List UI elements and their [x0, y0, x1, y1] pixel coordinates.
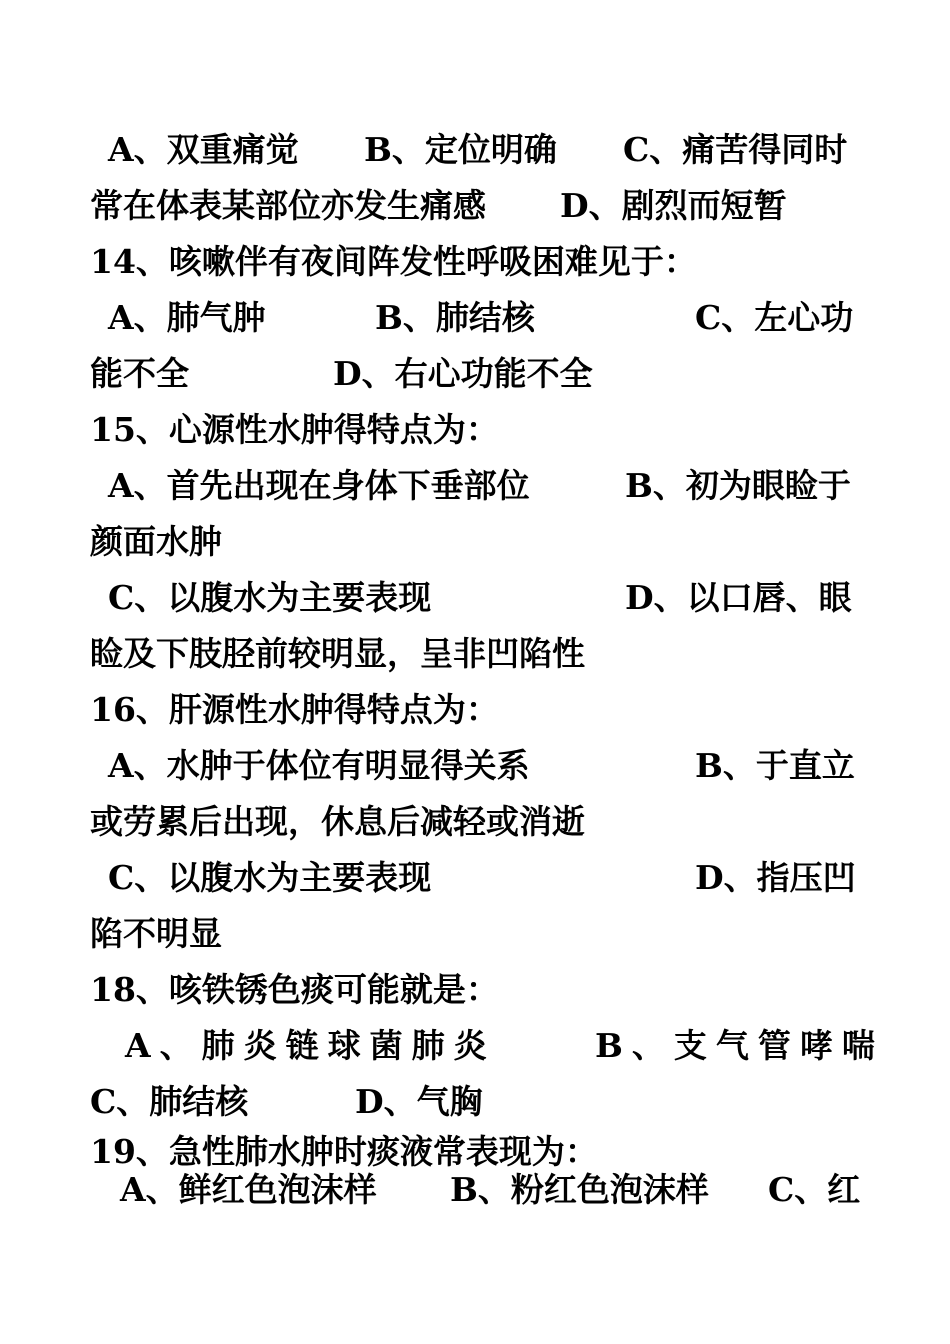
option-b: B、粉红色泡沫样: [450, 1170, 709, 1209]
option-c: C、以腹水为主要表现: [108, 578, 432, 617]
text-line-14: [90, 850, 860, 906]
option-a: A、水肿于体位有明显得关系: [108, 746, 530, 785]
text-line-18: [90, 1074, 860, 1130]
question-text: 19、急性肺水肿时痰液常表现为：: [90, 1132, 598, 1171]
option-a: A、鲜红色泡沫样: [120, 1170, 377, 1209]
continued-text: 陷不明显: [90, 914, 222, 953]
option-a: A、肺炎链球菌肺炎: [125, 1026, 496, 1065]
continued-text: 睑及下肢胫前较明显，呈非凹陷性: [90, 634, 585, 673]
option-a: A、双重痛觉: [108, 130, 299, 169]
continued-text: 颜面水肿: [90, 522, 222, 561]
option-d: D、右心功能不全: [333, 354, 593, 393]
text-line-1: [90, 122, 860, 178]
text-line-17: [90, 1018, 884, 1074]
question-15: [90, 402, 860, 458]
option-d: D、剧烈而短暂: [560, 186, 787, 225]
option-a: A、肺气肿: [108, 298, 266, 337]
option-d: D、指压凹: [695, 858, 856, 897]
question-18: [90, 962, 860, 1018]
text-line-7: [90, 458, 860, 514]
option-b: B、于直立: [695, 746, 855, 785]
option-b: B、定位明确: [364, 130, 557, 169]
text-line-20: [90, 1162, 860, 1218]
option-a: A、首先出现在身体下垂部位: [108, 466, 530, 505]
option-c: C、以腹水为主要表现: [108, 858, 432, 897]
text-line-9: [90, 570, 860, 626]
option-c: C、左心功: [695, 298, 854, 337]
option-b: B、肺结核: [375, 298, 535, 337]
text-line-8: [90, 514, 860, 570]
option-b: B、支气管哮喘: [595, 1026, 884, 1065]
text-line-12: [90, 738, 860, 794]
text-line-15: [90, 906, 860, 962]
question-16: [90, 682, 860, 738]
question-text: 16、肝源性水肿得特点为：: [90, 690, 499, 729]
text-line-13: [90, 794, 860, 850]
continued-text: 能不全: [90, 354, 189, 393]
question-text: 14、咳嗽伴有夜间阵发性呼吸困难见于：: [90, 242, 697, 281]
option-b: B、初为眼睑于: [625, 466, 851, 505]
question-text: 15、心源性水肿得特点为：: [90, 410, 499, 449]
continued-text: 或劳累后出现，休息后减轻或消逝: [90, 802, 585, 841]
text-line-10: [90, 626, 860, 682]
option-c: C、痛苦得同时: [623, 130, 848, 169]
text-line-5: [90, 346, 860, 402]
question-text: 18、咳铁锈色痰可能就是：: [90, 970, 499, 1009]
continued-text: 常在体表某部位亦发生痛感: [90, 186, 486, 225]
text-line-4: [90, 290, 860, 346]
question-14: [90, 234, 860, 290]
option-c: C、红: [768, 1170, 861, 1209]
text-line-2: [90, 178, 860, 234]
option-d: D、以口唇、眼: [625, 578, 852, 617]
option-d: D、气胸: [355, 1082, 483, 1121]
option-c: C、肺结核: [90, 1082, 249, 1121]
